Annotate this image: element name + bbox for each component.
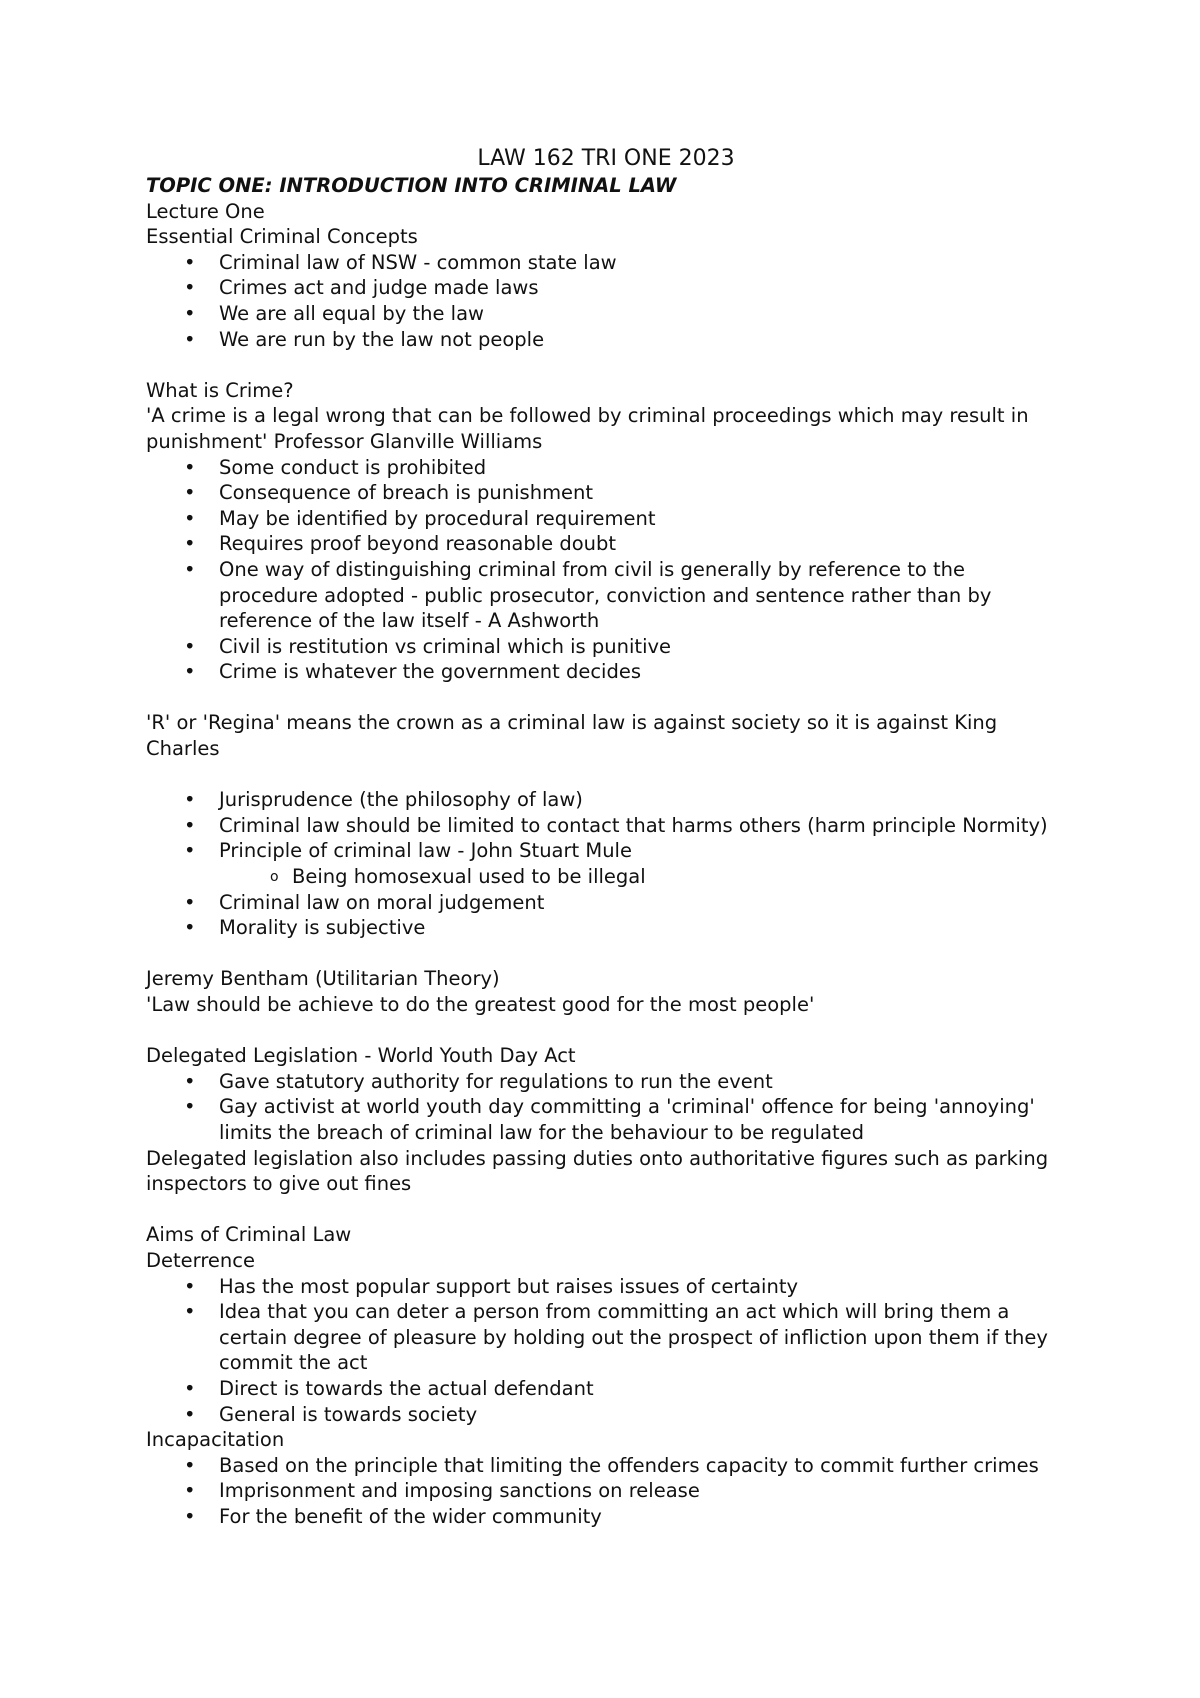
document-title: LAW 162 TRI ONE 2023: [477, 146, 735, 171]
jurisprudence-list: [146, 787, 1066, 864]
list-item: • Criminal law on moral judgement: [146, 890, 1066, 916]
list-item: • Morality is subjective: [146, 915, 1066, 941]
list-item: • Imprisonment and imposing sanctions on release: [146, 1478, 1066, 1504]
list-item: • Consequence of breach is punishment: [146, 480, 1066, 506]
list-item: • Civil is restitution vs criminal which is punitive: [146, 634, 1066, 660]
crime-quote: 'A crime is a legal wrong that can be followed by criminal proceedings which may result in punishment' Professor Glanville Williams: [146, 404, 1029, 453]
crime-list: [146, 455, 1066, 685]
list-item: • Jurisprudence (the philosophy of law): [146, 787, 1066, 813]
list-item: • Crimes act and judge made laws: [146, 275, 1066, 301]
list-item: • Based on the principle that limiting the offenders capacity to commit further crimes: [146, 1453, 1066, 1479]
list-item: • One way of distinguishing criminal from civil is generally by reference to the procedure adopted - public prosecutor, conviction and sentence rather than by reference of the law itself - A Ashworth: [146, 557, 1066, 634]
essential-heading: Essential Criminal Concepts: [146, 225, 418, 249]
spacer: [146, 1018, 1066, 1044]
bentham-quote: 'Law should be achieve to do the greatest good for the most people': [146, 993, 815, 1016]
essential-list: [146, 250, 1066, 352]
deterrence-heading: Deterrence: [146, 1248, 255, 1272]
list-item: • Crime is whatever the government decides: [146, 659, 1066, 685]
incapacitation-heading: Incapacitation: [146, 1428, 285, 1452]
topic-heading: TOPIC ONE: INTRODUCTION INTO CRIMINAL LAW: [146, 174, 677, 197]
spacer: [146, 352, 1066, 378]
delegated-heading: Delegated Legislation - World Youth Day Act: [146, 1044, 576, 1068]
lecture-label: Lecture One: [146, 199, 265, 223]
deterrence-list: [146, 1274, 1066, 1428]
incapacitation-list: [146, 1453, 1066, 1530]
list-item: • Direct is towards the actual defendant: [146, 1376, 1066, 1402]
bentham-heading: Jeremy Bentham (Utilitarian Theory): [146, 967, 500, 991]
crime-heading: What is Crime?: [146, 378, 294, 402]
spacer: [146, 762, 1066, 788]
list-item: • We are run by the law not people: [146, 327, 1066, 353]
list-item: • Criminal law should be limited to contact that harms others (harm principle Normity): [146, 813, 1066, 839]
list-item: • We are all equal by the law: [146, 301, 1066, 327]
spacer: [146, 685, 1066, 711]
jurisprudence-sublist: [146, 864, 1066, 890]
jurisprudence-list-continued: [146, 890, 1066, 941]
spacer: [146, 941, 1066, 967]
list-item: • For the benefit of the wider community: [146, 1504, 1066, 1530]
delegated-note: Delegated legislation also includes passing duties onto authoritative figures such as parking inspectors to give out fines: [146, 1146, 1049, 1196]
list-item: • Principle of criminal law - John Stuart Mule: [146, 838, 1066, 864]
list-item: • Requires proof beyond reasonable doubt: [146, 531, 1066, 557]
aims-heading: Aims of Criminal Law: [146, 1223, 352, 1247]
list-item: • May be identified by procedural requirement: [146, 506, 1066, 532]
list-item: • Some conduct is prohibited: [146, 455, 1066, 481]
regina-paragraph: 'R' or 'Regina' means the crown as a criminal law is against society so it is against King Charles: [146, 711, 998, 761]
list-item: • Idea that you can deter a person from committing an act which will bring them a certain degree of pleasure by holding out the prospect of infliction upon them if they commit the act: [146, 1299, 1066, 1376]
list-item: • General is towards society: [146, 1402, 1066, 1428]
document-page: [146, 145, 1066, 1529]
list-item: • Criminal law of NSW - common state law: [146, 250, 1066, 276]
list-item: • Gave statutory authority for regulations to run the event: [146, 1069, 1066, 1095]
spacer: [146, 1197, 1066, 1223]
delegated-list: [146, 1069, 1066, 1146]
list-item: • Has the most popular support but raises issues of certainty: [146, 1274, 1066, 1300]
sub-list-item: o Being homosexual used to be illegal: [146, 864, 1066, 890]
list-item: • Gay activist at world youth day committing a 'criminal' offence for being 'annoying' limits the breach of criminal law for the behaviour to be regulated: [146, 1094, 1066, 1145]
